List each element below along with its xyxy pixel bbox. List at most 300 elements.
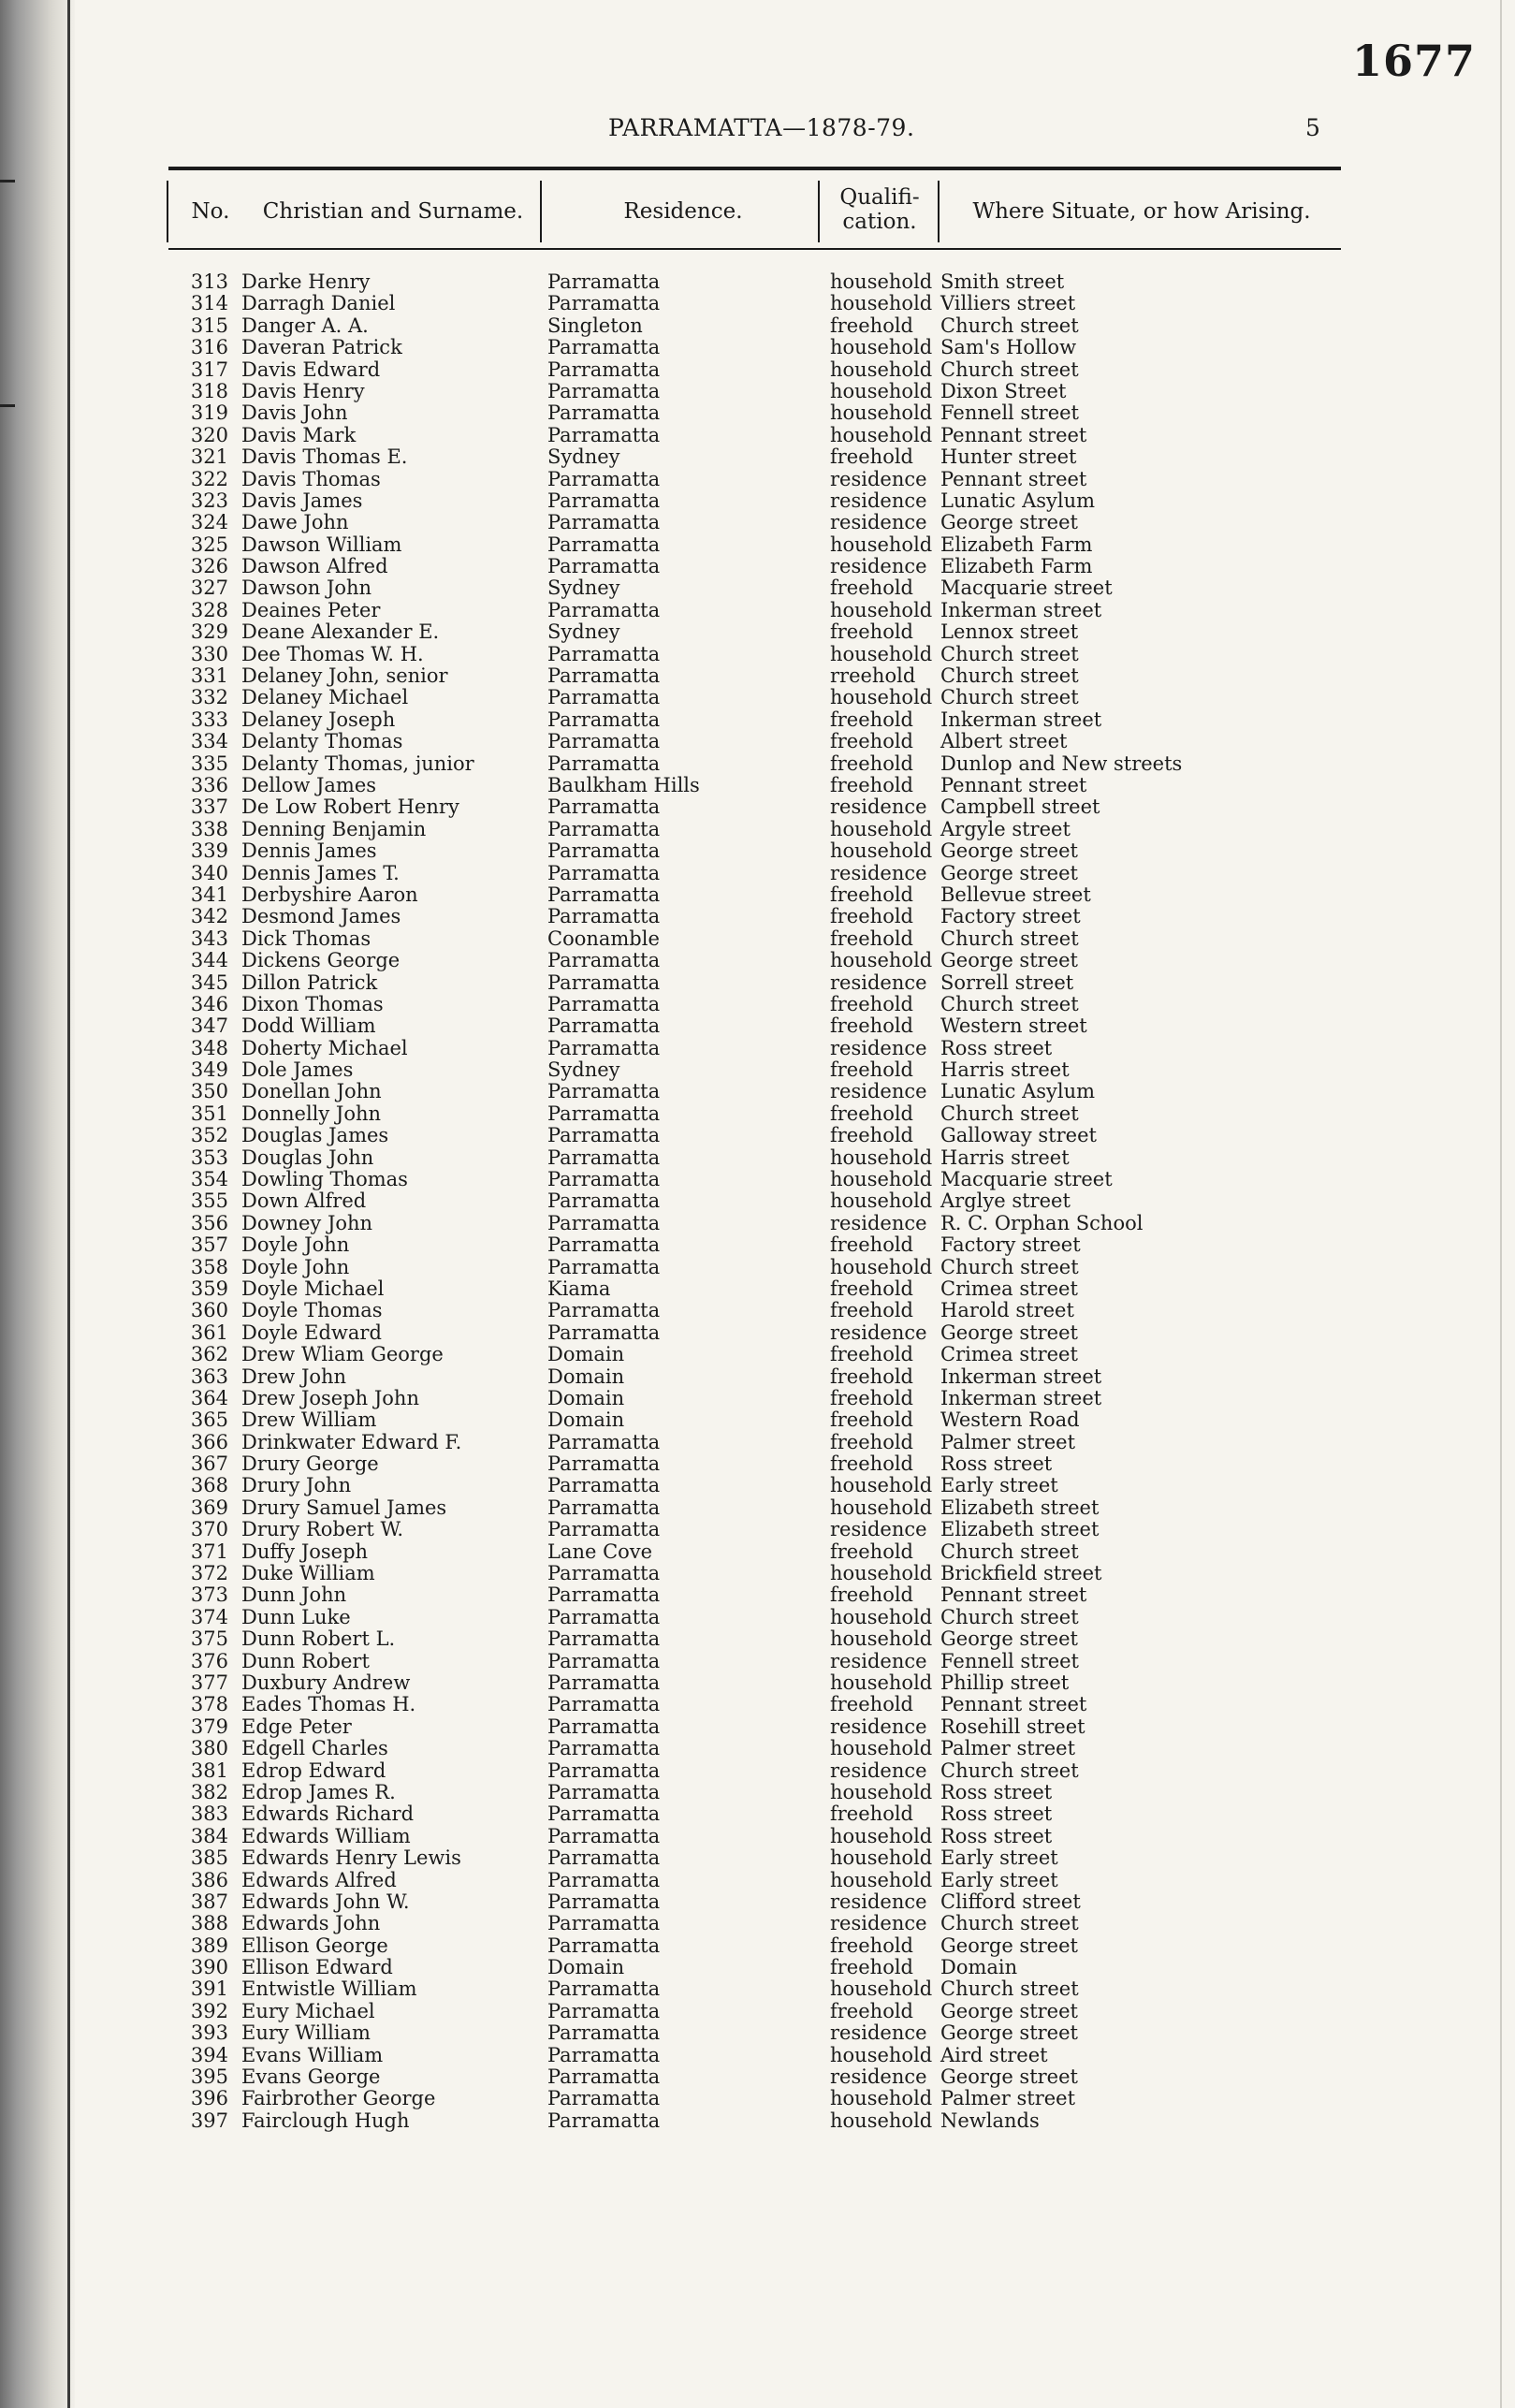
- row-number: 369: [190, 1496, 228, 1519]
- header-where: Where Situate, or how Arising.: [972, 199, 1311, 224]
- row-where: Ross street: [940, 1824, 1053, 1847]
- row-where: Campbell street: [940, 795, 1100, 819]
- row-where: Church street: [940, 1977, 1079, 2001]
- row-number: 382: [190, 1780, 228, 1803]
- row-where: Ross street: [940, 1780, 1053, 1803]
- row-name: Denning Benjamin: [241, 817, 427, 840]
- row-number: 330: [190, 642, 228, 665]
- row-number: 357: [190, 1233, 228, 1257]
- row-number: 397: [190, 2109, 228, 2132]
- table-row: [0, 1409, 1515, 1431]
- row-qualification: residence: [830, 1715, 927, 1738]
- row-number: 344: [190, 949, 228, 972]
- column-divider: [938, 181, 940, 242]
- row-name: Drury George: [241, 1452, 379, 1476]
- row-name: Dunn Robert: [241, 1649, 370, 1672]
- row-residence: Parramatta: [547, 1299, 661, 1322]
- row-residence: Parramatta: [547, 1824, 661, 1847]
- row-name: Drinkwater Edward F.: [241, 1430, 462, 1453]
- row-where: Inkerman street: [940, 1365, 1102, 1388]
- table-row: [0, 490, 1515, 512]
- table-row: [0, 534, 1515, 556]
- row-name: Edwards Henry Lewis: [241, 1846, 461, 1870]
- row-number: 389: [190, 1934, 228, 1957]
- row-number: 368: [190, 1474, 228, 1497]
- row-number: 323: [190, 489, 228, 512]
- row-name: Edge Peter: [241, 1715, 352, 1738]
- table-row: [0, 687, 1515, 708]
- table-row: [0, 1978, 1515, 2000]
- table-row: [0, 2088, 1515, 2109]
- row-name: Douglas John: [241, 1146, 374, 1169]
- row-residence: Parramatta: [547, 1977, 661, 2001]
- row-name: Dillon Patrick: [241, 970, 378, 994]
- row-residence: Parramatta: [547, 489, 661, 512]
- row-residence: Parramatta: [547, 1014, 661, 1038]
- table-row: [0, 928, 1515, 950]
- row-qualification: residence: [830, 1321, 927, 1344]
- row-where: George street: [940, 2021, 1078, 2045]
- row-qualification: household: [830, 270, 933, 293]
- row-residence: Parramatta: [547, 1802, 661, 1826]
- table-row: [0, 2022, 1515, 2044]
- row-residence: Domain: [547, 1386, 625, 1409]
- row-qualification: household: [830, 1146, 933, 1169]
- row-number: 333: [190, 708, 228, 731]
- row-residence: Parramatta: [547, 1693, 661, 1716]
- table-row: [0, 1847, 1515, 1869]
- row-number: 381: [190, 1759, 228, 1782]
- row-qualification: freehold: [830, 1365, 913, 1388]
- header-name: Christian and Surname.: [262, 199, 524, 224]
- row-residence: Parramatta: [547, 1518, 661, 1541]
- page-number: 1677: [1352, 36, 1477, 86]
- row-name: Doyle Edward: [241, 1321, 382, 1344]
- row-qualification: freehold: [830, 1014, 913, 1038]
- row-qualification: household: [830, 1605, 933, 1628]
- row-residence: Parramatta: [547, 358, 661, 381]
- row-number: 377: [190, 1671, 228, 1694]
- row-number: 316: [190, 336, 228, 359]
- row-name: Downey John: [241, 1211, 373, 1234]
- row-where: Inkerman street: [940, 1386, 1102, 1409]
- table-row: [0, 469, 1515, 490]
- row-residence: Parramatta: [547, 511, 661, 534]
- row-number: 319: [190, 401, 228, 425]
- table-row: [0, 359, 1515, 381]
- row-name: Dawson Alfred: [241, 555, 388, 578]
- row-name: Dennis James: [241, 839, 377, 863]
- row-residence: Sydney: [547, 620, 620, 644]
- row-name: Dunn Robert L.: [241, 1627, 396, 1651]
- row-qualification: residence: [830, 1518, 927, 1541]
- row-residence: Parramatta: [547, 1036, 661, 1059]
- row-qualification: freehold: [830, 883, 913, 906]
- row-where: Pennant street: [940, 423, 1087, 446]
- row-where: Church street: [940, 642, 1079, 665]
- row-number: 331: [190, 664, 228, 688]
- row-name: De Low Robert Henry: [241, 795, 459, 819]
- row-qualification: freehold: [830, 1124, 913, 1147]
- row-name: Daveran Patrick: [241, 336, 402, 359]
- table-row: [0, 1519, 1515, 1540]
- row-name: Doyle Michael: [241, 1277, 385, 1300]
- row-number: 354: [190, 1168, 228, 1191]
- row-where: Church street: [940, 1102, 1079, 1125]
- row-qualification: household: [830, 292, 933, 315]
- table-row: [0, 621, 1515, 643]
- table-row: [0, 293, 1515, 314]
- row-where: Church street: [940, 686, 1079, 709]
- row-qualification: freehold: [830, 1430, 913, 1453]
- table-row: [0, 1475, 1515, 1496]
- folio: 5: [1305, 114, 1320, 141]
- row-residence: Parramatta: [547, 270, 661, 293]
- row-qualification: residence: [830, 970, 927, 994]
- table-row: [0, 819, 1515, 840]
- row-name: Derbyshire Aaron: [241, 883, 418, 906]
- table-row: [0, 1760, 1515, 1782]
- row-name: Delaney John, senior: [241, 664, 448, 688]
- row-residence: Parramatta: [547, 1890, 661, 1913]
- row-qualification: household: [830, 533, 933, 556]
- row-number: 387: [190, 1890, 228, 1913]
- row-number: 370: [190, 1518, 228, 1541]
- row-number: 322: [190, 467, 228, 490]
- row-residence: Parramatta: [547, 1759, 661, 1782]
- row-where: Lunatic Asylum: [940, 489, 1096, 512]
- row-where: Factory street: [940, 1233, 1081, 1257]
- row-residence: Parramatta: [547, 1934, 661, 1957]
- row-residence: Parramatta: [547, 467, 661, 490]
- table-row: [0, 1628, 1515, 1650]
- table-row: [0, 1453, 1515, 1475]
- row-where: Domain: [940, 1956, 1018, 1979]
- row-name: Delaney Michael: [241, 686, 409, 709]
- row-qualification: household: [830, 336, 933, 359]
- row-qualification: freehold: [830, 445, 913, 469]
- row-qualification: freehold: [830, 773, 913, 796]
- row-residence: Parramatta: [547, 752, 661, 775]
- row-name: Dick Thomas: [241, 927, 371, 950]
- row-residence: Parramatta: [547, 1583, 661, 1607]
- table-row: [0, 1870, 1515, 1891]
- row-number: 359: [190, 1277, 228, 1300]
- row-name: Drury Samuel James: [241, 1496, 447, 1519]
- row-qualification: household: [830, 2109, 933, 2132]
- table-row: [0, 1913, 1515, 1934]
- row-residence: Parramatta: [547, 2087, 661, 2110]
- row-where: George street: [940, 839, 1078, 863]
- row-number: 363: [190, 1365, 228, 1388]
- row-residence: Parramatta: [547, 817, 661, 840]
- row-name: Delaney Joseph: [241, 708, 396, 731]
- table-row: [0, 1147, 1515, 1169]
- row-name: Eury William: [241, 2021, 371, 2045]
- row-residence: Parramatta: [547, 1627, 661, 1651]
- table-row: [0, 863, 1515, 884]
- row-name: Edwards John: [241, 1912, 381, 1935]
- row-where: Pennant street: [940, 1693, 1087, 1716]
- header-rule-top: [168, 167, 1341, 170]
- row-residence: Parramatta: [547, 1671, 661, 1694]
- table-row: [0, 2066, 1515, 2088]
- row-where: Sam's Hollow: [940, 336, 1077, 359]
- table-row: [0, 1716, 1515, 1738]
- row-number: 374: [190, 1605, 228, 1628]
- row-number: 388: [190, 1912, 228, 1935]
- row-name: Doyle John: [241, 1233, 350, 1257]
- row-qualification: freehold: [830, 620, 913, 644]
- row-qualification: residence: [830, 861, 927, 884]
- row-qualification: residence: [830, 1649, 927, 1672]
- row-where: Pennant street: [940, 773, 1087, 796]
- row-name: Fairbrother George: [241, 2087, 436, 2110]
- row-where: Church street: [940, 664, 1079, 688]
- row-where: Early street: [940, 1474, 1058, 1497]
- row-number: 376: [190, 1649, 228, 1672]
- table-row: [0, 425, 1515, 446]
- row-qualification: freehold: [830, 1233, 913, 1257]
- row-name: Evans William: [241, 2043, 384, 2066]
- row-where: Elizabeth street: [940, 1496, 1100, 1519]
- row-number: 346: [190, 992, 228, 1015]
- row-qualification: household: [830, 1824, 933, 1847]
- row-residence: Lane Cove: [547, 1540, 653, 1563]
- row-where: George street: [940, 861, 1078, 884]
- row-where: Dunlop and New streets: [940, 752, 1183, 775]
- row-where: Rosehill street: [940, 1715, 1085, 1738]
- row-number: 329: [190, 620, 228, 644]
- row-qualification: freehold: [830, 730, 913, 753]
- row-where: Macquarie street: [940, 1168, 1113, 1191]
- table-row: [0, 709, 1515, 731]
- table-row: [0, 2045, 1515, 2066]
- row-number: 321: [190, 445, 228, 469]
- row-where: Church street: [940, 1540, 1079, 1563]
- table-row: [0, 994, 1515, 1015]
- row-qualification: freehold: [830, 752, 913, 775]
- row-number: 383: [190, 1802, 228, 1826]
- row-name: Drew William: [241, 1408, 377, 1432]
- row-number: 356: [190, 1211, 228, 1234]
- row-qualification: household: [830, 817, 933, 840]
- row-residence: Parramatta: [547, 970, 661, 994]
- table-row: [0, 1388, 1515, 1409]
- column-divider: [818, 181, 820, 242]
- column-divider: [167, 181, 168, 242]
- table-row: [0, 2001, 1515, 2022]
- row-qualification: residence: [830, 1890, 927, 1913]
- row-residence: Parramatta: [547, 686, 661, 709]
- table-row: [0, 1190, 1515, 1212]
- row-name: Evans George: [241, 2065, 381, 2089]
- row-number: 392: [190, 1999, 228, 2022]
- row-number: 343: [190, 927, 228, 950]
- row-residence: Parramatta: [547, 1474, 661, 1497]
- row-name: Davis Thomas E.: [241, 445, 408, 469]
- row-qualification: freehold: [830, 1540, 913, 1563]
- row-number: 345: [190, 970, 228, 994]
- row-where: Church street: [940, 314, 1079, 337]
- table-row: [0, 731, 1515, 752]
- row-qualification: residence: [830, 795, 927, 819]
- row-number: 364: [190, 1386, 228, 1409]
- row-where: Villiers street: [940, 292, 1076, 315]
- row-name: Edgell Charles: [241, 1737, 388, 1760]
- row-where: Crimea street: [940, 1277, 1078, 1300]
- row-qualification: rreehold: [830, 664, 916, 688]
- row-residence: Parramatta: [547, 292, 661, 315]
- table-row: [0, 906, 1515, 927]
- row-number: 317: [190, 358, 228, 381]
- row-number: 334: [190, 730, 228, 753]
- row-qualification: freehold: [830, 1058, 913, 1082]
- row-where: Argyle street: [940, 817, 1071, 840]
- row-where: Harris street: [940, 1146, 1070, 1169]
- row-qualification: household: [830, 379, 933, 402]
- row-where: Western Road: [940, 1408, 1080, 1432]
- table-row: [0, 446, 1515, 468]
- row-number: 355: [190, 1189, 228, 1213]
- row-qualification: household: [830, 1474, 933, 1497]
- row-name: Deane Alexander E.: [241, 620, 440, 644]
- column-divider: [540, 181, 542, 242]
- row-number: 371: [190, 1540, 228, 1563]
- row-name: Dawe John: [241, 511, 349, 534]
- row-qualification: household: [830, 686, 933, 709]
- row-qualification: freehold: [830, 1277, 913, 1300]
- electoral-roll-table: [0, 271, 1515, 2132]
- row-number: 394: [190, 2043, 228, 2066]
- row-name: Danger A. A.: [241, 314, 369, 337]
- row-where: Ross street: [940, 1036, 1053, 1059]
- row-name: Drew Joseph John: [241, 1386, 419, 1409]
- row-number: 351: [190, 1102, 228, 1125]
- row-residence: Parramatta: [547, 1255, 661, 1278]
- table-row: [0, 556, 1515, 577]
- row-number: 332: [190, 686, 228, 709]
- row-where: Fennell street: [940, 401, 1079, 425]
- row-residence: Parramatta: [547, 1562, 661, 1585]
- row-name: Dellow James: [241, 773, 377, 796]
- table-row: [0, 577, 1515, 599]
- row-number: 390: [190, 1956, 228, 1979]
- row-where: George street: [940, 1934, 1078, 1957]
- row-residence: Kiama: [547, 1277, 611, 1300]
- row-where: Palmer street: [940, 1430, 1076, 1453]
- row-number: 325: [190, 533, 228, 556]
- row-where: George street: [940, 1627, 1078, 1651]
- row-qualification: freehold: [830, 708, 913, 731]
- row-residence: Parramatta: [547, 839, 661, 863]
- row-name: Dole James: [241, 1058, 354, 1082]
- row-number: 385: [190, 1846, 228, 1870]
- row-number: 338: [190, 817, 228, 840]
- row-qualification: freehold: [830, 1802, 913, 1826]
- row-name: Delanty Thomas, junior: [241, 752, 474, 775]
- table-row: [0, 840, 1515, 862]
- row-number: 340: [190, 861, 228, 884]
- row-qualification: freehold: [830, 1693, 913, 1716]
- table-row: [0, 1366, 1515, 1388]
- row-where: Harold street: [940, 1299, 1074, 1322]
- row-residence: Parramatta: [547, 861, 661, 884]
- row-where: Church street: [940, 1605, 1079, 1628]
- row-name: Down Alfred: [241, 1189, 367, 1213]
- row-number: 380: [190, 1737, 228, 1760]
- row-number: 393: [190, 2021, 228, 2045]
- row-residence: Parramatta: [547, 336, 661, 359]
- table-row: [0, 1497, 1515, 1519]
- row-name: Edwards Richard: [241, 1802, 415, 1826]
- row-name: Ellison George: [241, 1934, 388, 1957]
- row-qualification: household: [830, 1868, 933, 1891]
- row-residence: Parramatta: [547, 1452, 661, 1476]
- row-name: Drew John: [241, 1365, 347, 1388]
- row-qualification: household: [830, 598, 933, 621]
- row-where: Brickfield street: [940, 1562, 1102, 1585]
- row-residence: Parramatta: [547, 905, 661, 928]
- row-number: 362: [190, 1343, 228, 1366]
- table-row: [0, 753, 1515, 775]
- row-name: Dickens George: [241, 949, 401, 972]
- row-qualification: household: [830, 1846, 933, 1870]
- row-number: 366: [190, 1430, 228, 1453]
- table-row: [0, 1015, 1515, 1037]
- row-residence: Parramatta: [547, 1496, 661, 1519]
- row-where: Church street: [940, 1255, 1079, 1278]
- table-row: [0, 1584, 1515, 1606]
- row-residence: Sydney: [547, 576, 620, 600]
- row-qualification: freehold: [830, 905, 913, 928]
- row-name: Dee Thomas W. H.: [241, 642, 424, 665]
- row-name: Doyle Thomas: [241, 1299, 383, 1322]
- row-residence: Domain: [547, 1365, 625, 1388]
- row-residence: Parramatta: [547, 1737, 661, 1760]
- row-name: Desmond James: [241, 905, 401, 928]
- row-number: 339: [190, 839, 228, 863]
- row-qualification: freehold: [830, 1934, 913, 1957]
- row-residence: Parramatta: [547, 949, 661, 972]
- row-number: 396: [190, 2087, 228, 2110]
- row-qualification: residence: [830, 467, 927, 490]
- row-number: 358: [190, 1255, 228, 1278]
- row-residence: Parramatta: [547, 1189, 661, 1213]
- row-qualification: household: [830, 2043, 933, 2066]
- row-where: George street: [940, 2065, 1078, 2089]
- row-number: 342: [190, 905, 228, 928]
- row-number: 320: [190, 423, 228, 446]
- row-name: Delanty Thomas: [241, 730, 403, 753]
- row-where: Early street: [940, 1846, 1058, 1870]
- row-qualification: residence: [830, 1759, 927, 1782]
- row-number: 365: [190, 1408, 228, 1432]
- row-residence: Domain: [547, 1343, 625, 1366]
- row-name: Drury Robert W.: [241, 1518, 404, 1541]
- row-where: Ross street: [940, 1452, 1053, 1476]
- row-name: Deaines Peter: [241, 598, 381, 621]
- row-residence: Parramatta: [547, 401, 661, 425]
- row-number: 341: [190, 883, 228, 906]
- row-residence: Parramatta: [547, 555, 661, 578]
- row-name: Duxbury Andrew: [241, 1671, 411, 1694]
- row-name: Dennis James T.: [241, 861, 400, 884]
- table-row: [0, 1257, 1515, 1278]
- table-row: [0, 1826, 1515, 1847]
- row-residence: Parramatta: [547, 664, 661, 688]
- row-residence: Sydney: [547, 445, 620, 469]
